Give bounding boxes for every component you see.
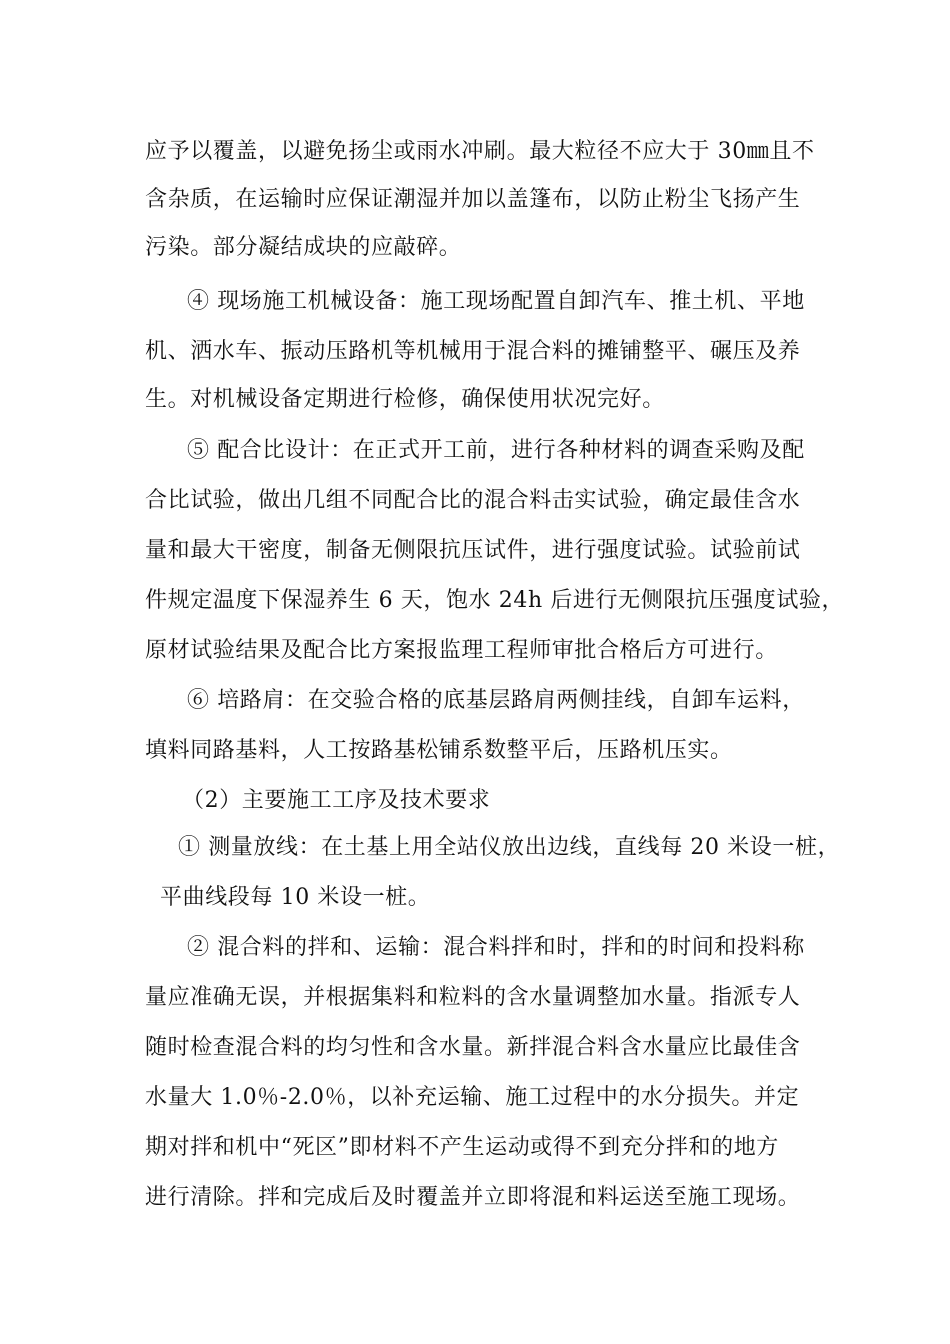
text-line: ⑤ 配合比设计：在正式开工前，进行各种材料的调查采购及配: [187, 438, 805, 463]
text-line: 污染。部分凝结成块的应敲碎。: [145, 235, 462, 260]
text-line: 水量大 1.0％-2.0％，以补充运输、施工过程中的水分损失。并定: [145, 1085, 800, 1110]
text-line: 合比试验，做出几组不同配合比的混合料击实试验，确定最佳含水: [145, 488, 801, 513]
text-line: 量应准确无误，并根据集料和粒料的含水量调整加水量。指派专人: [145, 985, 801, 1010]
text-line: 进行清除。拌和完成后及时覆盖并立即将混和料运送至施工现场。: [145, 1185, 801, 1210]
text-line: ④ 现场施工机械设备：施工现场配置自卸汽车、推土机、平地: [187, 289, 805, 314]
text-line: 量和最大干密度，制备无侧限抗压试件，进行强度试验。试验前试: [145, 538, 801, 563]
text-line: 填料同路基料，人工按路基松铺系数整平后，压路机压实。: [145, 738, 733, 763]
text-line: 原材试验结果及配合比方案报监理工程师审批合格后方可进行。: [145, 638, 778, 663]
section-heading: （2）主要施工工序及技术要求: [182, 788, 491, 813]
text-line: 含杂质，在运输时应保证潮湿并加以盖篷布，以防止粉尘飞扬产生: [145, 187, 801, 212]
text-line: ⑥ 培路肩：在交验合格的底基层路肩两侧挂线，自卸车运料，: [187, 688, 805, 713]
text-line: ① 测量放线：在土基上用全站仪放出边线，直线每 20 米设一桩，: [178, 835, 841, 860]
text-line: ② 混合料的拌和、运输：混合料拌和时，拌和的时间和投料称: [187, 935, 805, 960]
text-line: 机、洒水车、振动压路机等机械用于混合料的摊铺整平、碾压及养: [145, 339, 801, 364]
text-line: 随时检查混合料的均匀性和含水量。新拌混合料含水量应比最佳含: [145, 1035, 801, 1060]
text-line: 期对拌和机中“死区”即材料不产生运动或得不到充分拌和的地方: [145, 1135, 779, 1160]
text-line: 生。对机械设备定期进行检修，确保使用状况完好。: [145, 387, 665, 412]
text-line: 平曲线段每 10 米设一桩。: [160, 885, 431, 910]
text-line: 件规定温度下保湿养生 6 天，饱水 24h 后进行无侧限抗压强度试验，: [145, 588, 845, 613]
text-line: 应予以覆盖，以避免扬尘或雨水冲刷。最大粒径不应大于 30㎜且不: [145, 139, 815, 164]
